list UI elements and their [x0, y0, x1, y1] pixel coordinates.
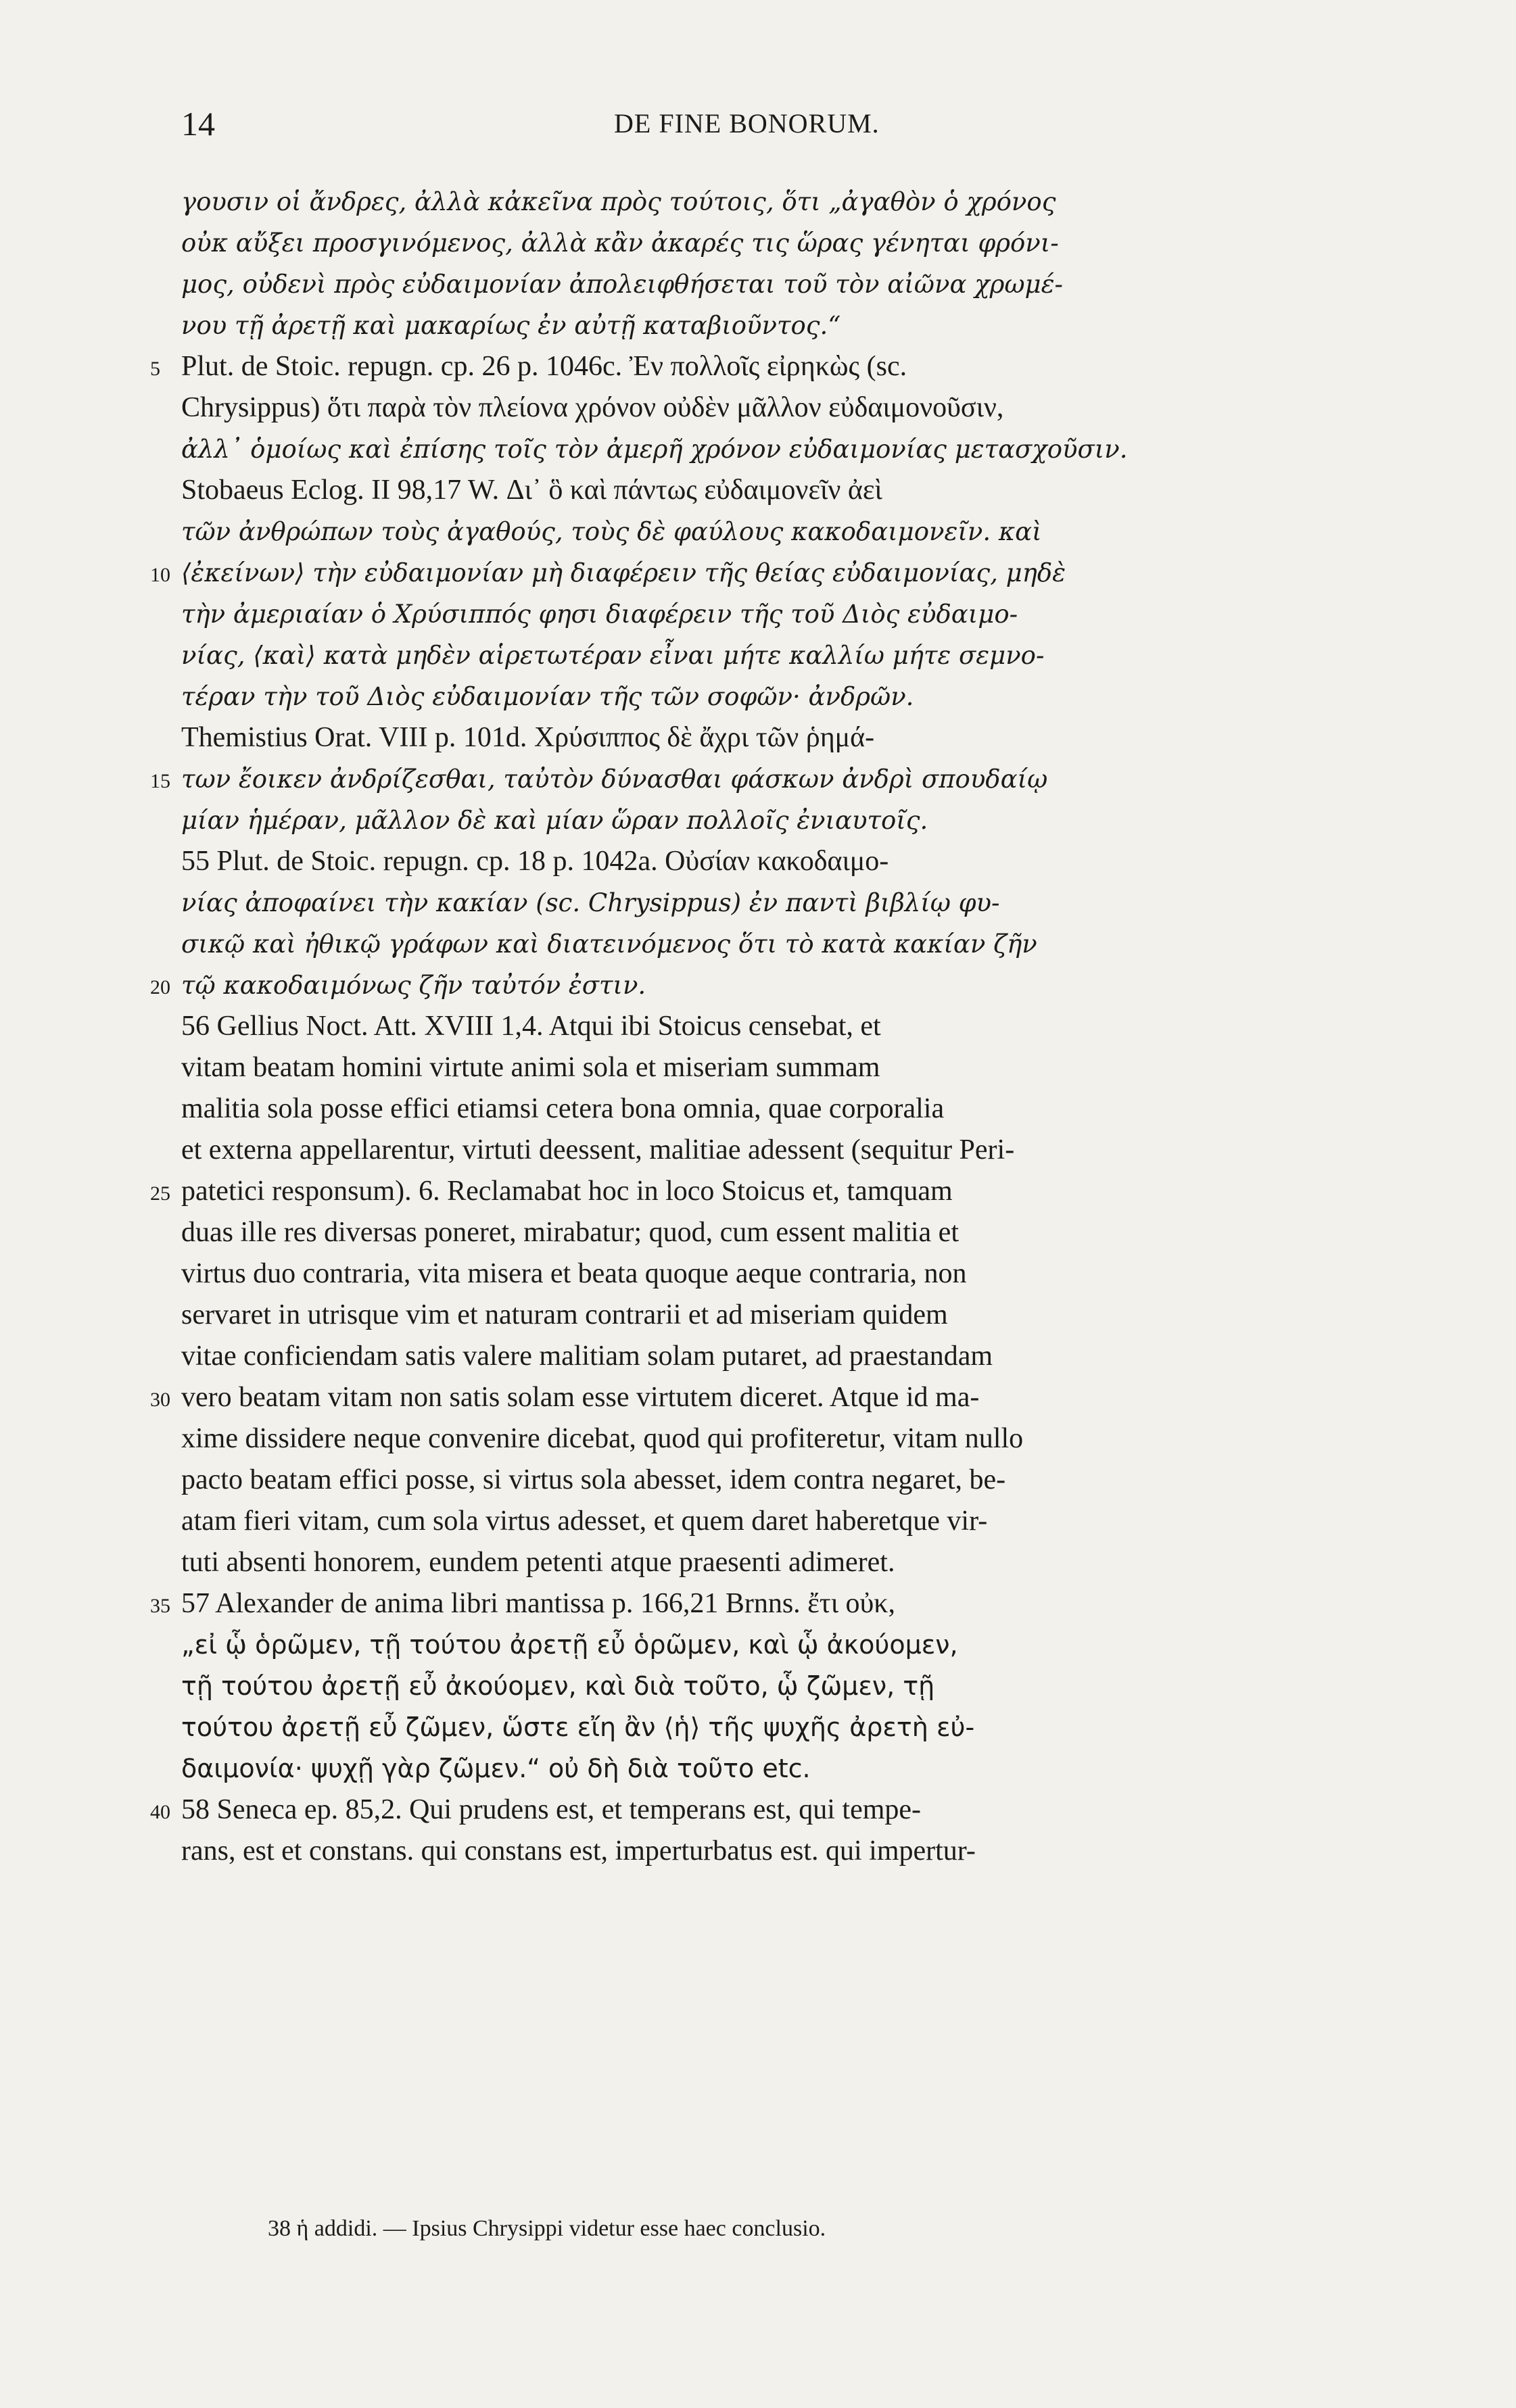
text-line	[181, 1501, 1378, 1542]
line-text: Stobaeus Eclog. II 98,17 W. Δι᾿ ὃ καὶ πάντως εὐδαιμονεῖν ἀεὶ	[181, 475, 882, 506]
text-line	[181, 800, 1378, 841]
line-text: vitae conficiendam satis valere malitiam solam putaret, ad praestandam	[181, 1341, 993, 1372]
text-line	[181, 676, 1378, 717]
text-line	[181, 635, 1378, 676]
page-header	[181, 100, 1378, 147]
line-text: „εἰ ᾧ ὁρῶμεν, τῇ τούτου ἀρετῇ εὖ ὁρῶμεν, καὶ ᾧ ἀκούομεν,	[181, 1630, 958, 1660]
line-text: οὐκ αὔξει προσγινόμενος, ἀλλὰ κἂν ἀκαρές τις ὥρας γένηται φρόνι-	[181, 228, 1059, 258]
text-line	[181, 1253, 1378, 1295]
line-text: 58 Seneca ep. 85,2. Qui prudens est, et temperans est, qui tempe-	[181, 1794, 922, 1825]
text-line	[181, 1542, 1378, 1583]
line-text: 56 Gellius Noct. Att. XVIII 1,4. Atqui ibi Stoicus censebat, et	[181, 1011, 881, 1042]
line-text: τῇ τούτου ἀρετῇ εὖ ἀκούομεν, καὶ διὰ τοῦτο, ᾧ ζῶμεν, τῇ	[181, 1671, 935, 1701]
text-line	[181, 594, 1378, 635]
text-line	[181, 1295, 1378, 1336]
line-text: atam fieri vitam, cum sola virtus adesset, et quem daret haberetque vir-	[181, 1506, 988, 1537]
running-head: DE FINE BONORUM.	[614, 108, 880, 139]
line-number: 5	[150, 358, 160, 380]
text-line	[181, 1047, 1378, 1088]
line-text: vero beatam vitam non satis solam esse virtutem diceret. Atque id ma-	[181, 1382, 980, 1413]
line-text: δαιμονία· ψυχῇ γὰρ ζῶμεν.“ οὐ δὴ διὰ τοῦτο etc.	[181, 1754, 811, 1783]
line-number: 30	[150, 1389, 170, 1411]
line-text: νίας, ⟨καὶ⟩ κατὰ μηδὲν αἱρετωτέραν εἶναι μήτε καλλίω μήτε σεμνο-	[181, 641, 1045, 670]
text-line	[150, 1583, 1378, 1624]
text-line	[150, 346, 1378, 387]
text-line	[181, 429, 1378, 470]
text-line	[181, 1707, 1378, 1748]
text-line	[181, 1460, 1378, 1501]
text-line	[181, 1748, 1378, 1789]
text-line	[181, 882, 1378, 923]
text-line	[181, 717, 1378, 758]
text-line	[181, 305, 1378, 346]
text-line	[150, 1171, 1378, 1212]
line-text: tuti absenti honorem, eundem petenti atque praesenti adimeret.	[181, 1547, 895, 1578]
line-number: 35	[150, 1595, 170, 1617]
text-line	[181, 1666, 1378, 1707]
text-line	[181, 1624, 1378, 1666]
line-text: τέραν τὴν τοῦ Διὸς εὐδαιμονίαν τῆς τῶν σοφῶν· ἀνδρῶν.	[181, 682, 914, 711]
line-number: 25	[150, 1182, 170, 1205]
text-line	[181, 222, 1378, 264]
line-text: νου τῇ ἀρετῇ καὶ μακαρίως ἐν αὐτῇ καταβιοῦντος.“	[181, 311, 841, 340]
line-text: των ἔοικεν ἀνδρίζεσθαι, ταὐτὸν δύνασθαι φάσκων ἀνδρὶ σπουδαίῳ	[181, 765, 1048, 794]
line-text: τῷ κακοδαιμόνως ζῆν ταὐτόν ἐστιν.	[181, 971, 646, 1000]
main-text	[150, 181, 1378, 1872]
line-text: virtus duo contraria, vita misera et beata quoque aeque contraria, non	[181, 1258, 967, 1289]
line-text: servaret in utrisque vim et naturam contrarii et ad miseriam quidem	[181, 1299, 948, 1330]
text-line	[181, 841, 1378, 882]
line-text: μίαν ἡμέραν, μᾶλλον δὲ καὶ μίαν ὥραν πολλοῖς ἐνιαυτοῖς.	[181, 806, 928, 835]
text-line	[181, 1006, 1378, 1047]
line-text: γουσιν οἱ ἄνδρες, ἀλλὰ κἀκεῖνα πρὸς τούτοις, ὅτι „ἀγαθὸν ὁ χρόνος	[181, 187, 1056, 216]
text-line	[181, 1418, 1378, 1460]
line-text: ⟨ἐκείνων⟩ τὴν εὐδαιμονίαν μὴ διαφέρειν τῆς θείας εὐδαιμονίας, μηδὲ	[181, 558, 1066, 587]
text-line	[181, 923, 1378, 965]
line-number: 40	[150, 1801, 170, 1823]
text-line	[181, 1831, 1378, 1872]
line-text: ἀλλ᾿ ὁμοίως καὶ ἐπίσης τοῖς τὸν ἀμερῆ χρόνον εὐδαιμονίας μετασχοῦσιν.	[181, 435, 1128, 464]
line-text: νίας ἀποφαίνει τὴν κακίαν (sc. Chrysippus) ἐν παντὶ βιβλίῳ φυ-	[181, 888, 1000, 917]
line-text: τῶν ἀνθρώπων τοὺς ἀγαθούς, τοὺς δὲ φαύλους κακοδαιμονεῖν. καὶ	[181, 517, 1042, 546]
text-line	[181, 1088, 1378, 1130]
line-text: μος, οὐδενὶ πρὸς εὐδαιμονίαν ἀπολειφθήσεται τοῦ τὸν αἰῶνα χρωμέ-	[181, 270, 1063, 299]
line-text: rans, est et constans. qui constans est, imperturbatus est. qui impertur-	[181, 1835, 976, 1867]
line-text: 55 Plut. de Stoic. repugn. cp. 18 p. 1042a. Οὐσίαν κακοδαιμο-	[181, 846, 889, 877]
text-line	[181, 470, 1378, 511]
text-line	[181, 387, 1378, 429]
line-number: 15	[150, 770, 170, 792]
line-text: pacto beatam effici posse, si virtus sola abesset, idem contra negaret, be-	[181, 1464, 1006, 1495]
text-line	[181, 181, 1378, 222]
text-line	[150, 758, 1378, 800]
text-line	[181, 1130, 1378, 1171]
line-text: τὴν ἀμεριαίαν ὁ Χρύσιππός φησι διαφέρειν τῆς τοῦ Διὸς εὐδαιμο-	[181, 600, 1018, 629]
page-number: 14	[181, 105, 215, 143]
line-text: xime dissidere neque convenire dicebat, quod qui profiteretur, vitam nullo	[181, 1423, 1024, 1454]
line-text: Themistius Orat. VIII p. 101d. Χρύσιππος δὲ ἄχρι τῶν ῥημά-	[181, 722, 875, 753]
footnote: 38 ἡ addidi. — Ipsius Chrysippi videtur esse haec conclusio.	[268, 2216, 826, 2241]
text-line	[150, 552, 1378, 594]
line-text: duas ille res diversas poneret, mirabatur; quod, cum essent malitia et	[181, 1217, 959, 1248]
line-number: 10	[150, 564, 170, 586]
line-text: Chrysippus) ὅτι παρὰ τὸν πλείονα χρόνον οὐδὲν μᾶλλον εὐδαιμονοῦσιν,	[181, 392, 1004, 423]
line-number: 20	[150, 976, 170, 998]
text-line	[150, 1789, 1378, 1831]
line-text: et externa appellarentur, virtuti deessent, malitiae adessent (sequitur Peri-	[181, 1134, 1015, 1165]
text-line	[181, 1336, 1378, 1377]
text-line	[150, 965, 1378, 1006]
line-text: malitia sola posse effici etiamsi cetera bona omnia, quae corporalia	[181, 1093, 945, 1124]
text-line	[150, 1377, 1378, 1418]
line-text: patetici responsum). 6. Reclamabat hoc in loco Stoicus et, tamquam	[181, 1176, 953, 1207]
line-text: τούτου ἀρετῇ εὖ ζῶμεν, ὥστε εἴη ἂν ⟨ἡ⟩ τῆς ψυχῆς ἀρετὴ εὐ-	[181, 1712, 975, 1742]
line-text: Plut. de Stoic. repugn. cp. 26 p. 1046c. Ἐν πολλοῖς εἰρηκὼς (sc.	[181, 351, 907, 382]
text-line	[181, 264, 1378, 305]
line-text: 57 Alexander de anima libri mantissa p. 166,21 Brnns. ἔτι οὐκ,	[181, 1588, 895, 1619]
text-line	[181, 1212, 1378, 1253]
line-text: σικῷ καὶ ἠθικῷ γράφων καὶ διατεινόμενος ὅτι τὸ κατὰ κακίαν ζῆν	[181, 930, 1037, 959]
text-line	[181, 511, 1378, 552]
line-text: vitam beatam homini virtute animi sola et miseriam summam	[181, 1052, 880, 1083]
